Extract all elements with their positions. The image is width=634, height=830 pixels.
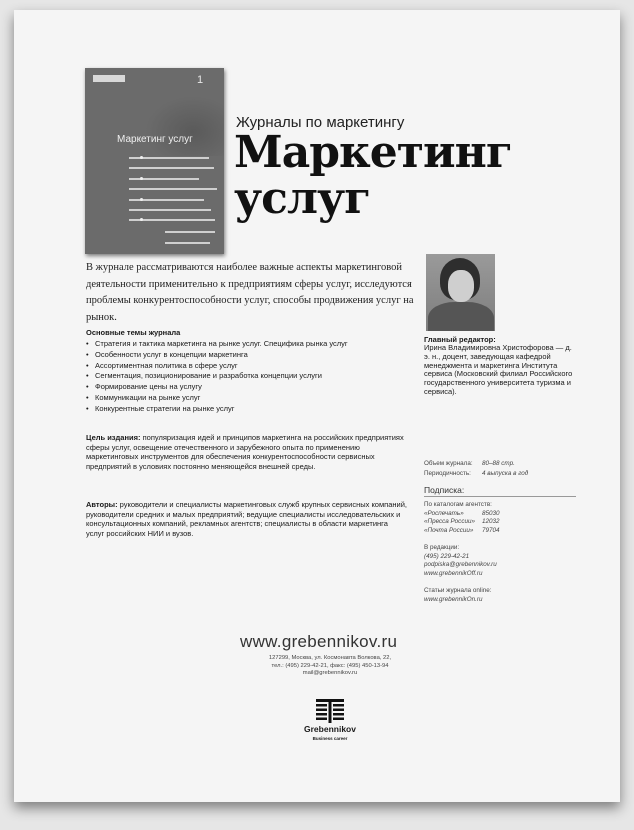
cover-bullet bbox=[140, 218, 143, 221]
cover-text-line bbox=[129, 209, 211, 211]
agency-code: 85030 bbox=[482, 509, 500, 517]
office-site-link[interactable]: www.grebennikOff.ru bbox=[424, 569, 483, 577]
journal-title-line2: услуг bbox=[234, 173, 371, 224]
phones: тел.: (495) 229-42-21, факс: (495) 450-13-94 bbox=[271, 662, 389, 669]
cover-title: Маркетинг услуг bbox=[117, 134, 193, 145]
cover-issue-number: 1 bbox=[197, 74, 204, 86]
subscription-heading: Подписка: bbox=[424, 485, 465, 495]
cover-text-line bbox=[165, 242, 210, 244]
themes-heading: Основные темы журнала bbox=[86, 328, 181, 337]
goal-text: популяризация идей и принципов маркетинга на российских предприятиях сферы услуг, освещение отечественного и зарубежного опыта по применению маркетинговых инструментов для обеспечения конкурентоспособности сервисных предприятий в условиях постоянно меняющейся внешней среды. bbox=[86, 433, 404, 471]
list-item: • Формирование цены на услугу bbox=[86, 382, 348, 393]
office-email-link[interactable]: podpiska@grebennikov.ru bbox=[424, 561, 497, 568]
agency-row bbox=[424, 518, 576, 527]
cover-logo bbox=[93, 75, 125, 82]
journal-cover-image bbox=[85, 68, 224, 254]
email: mail@grebennikov.ru bbox=[302, 670, 358, 676]
editor-bio: Ирина Владимировна Христофорова — д. э. н., доцент, заведующая кафедрой менеджмента и маркетинга Института сервиса (Московский филиал Российского государственного университета туризма и сервиса). bbox=[424, 343, 573, 396]
period-row bbox=[424, 470, 528, 477]
series-kicker: Журналы по маркетингу bbox=[236, 114, 405, 131]
divider bbox=[424, 496, 576, 497]
authors-label: Авторы: bbox=[86, 500, 118, 509]
agency-name: «Роспечать» bbox=[424, 509, 464, 517]
intro-paragraph: В журнале рассматриваются наиболее важные аспекты маркетинговой деятельности применительно к предприятиям сферы услуг, исследуются проблемы конкурентоспособности услуг, способы продвижения услуг на рынок. bbox=[86, 262, 414, 323]
period-label: Периодичность: bbox=[424, 470, 471, 477]
goal-label: Цель издания: bbox=[86, 433, 141, 442]
journal-title bbox=[234, 127, 512, 224]
list-item: • Ассортиментная политика в сфере услуг bbox=[86, 361, 348, 372]
website-link[interactable]: www.grebennikov.ru bbox=[240, 632, 398, 651]
authors-text: руководители и специалисты маркетинговых служб крупных сервисных компаний, руководители средних и малых предприятий; ведущие специалисты исследовательских и консультационных компаний, рекламных агентств; специалисты в области маркетинга услуг российских НИИ и вузов. bbox=[86, 500, 407, 538]
cover-bullet bbox=[140, 156, 143, 159]
contact-block bbox=[214, 655, 446, 678]
catalog-label: По каталогам агентств: bbox=[424, 501, 492, 508]
agency-row bbox=[424, 510, 576, 519]
online-label: Статьи журнала online: bbox=[424, 587, 492, 594]
grebennikov-logo-icon bbox=[316, 699, 344, 723]
cover-photo bbox=[145, 96, 224, 156]
brand-tagline: Business career bbox=[312, 736, 348, 741]
editor-photo bbox=[426, 254, 495, 331]
brochure-page bbox=[14, 10, 620, 802]
agency-name: «Пресса России» bbox=[424, 518, 475, 525]
authors-paragraph bbox=[86, 500, 408, 538]
list-item: • Коммуникации на рынке услуг bbox=[86, 393, 348, 404]
volume-row bbox=[424, 460, 515, 467]
office-label: В редакции: bbox=[424, 544, 460, 551]
agency-name: «Почта России» bbox=[424, 526, 474, 534]
brand-name: Grebennikov bbox=[304, 724, 356, 734]
journal-title-line1: Маркетинг bbox=[234, 127, 512, 178]
address: 127299, Москва, ул. Космонавта Волкова, 22, bbox=[268, 655, 392, 661]
agency-row bbox=[424, 527, 576, 536]
office-phone: (495) 229-42-21 bbox=[424, 552, 470, 560]
cover-bullet bbox=[140, 198, 143, 201]
period-value: 4 выпуска в год bbox=[482, 470, 529, 477]
subscription-block bbox=[424, 501, 576, 604]
online-site-link[interactable]: www.grebennikOn.ru bbox=[424, 595, 483, 603]
list-item: • Стратегия и тактика маркетинга на рынке услуг. Специфика рынка услуг bbox=[86, 339, 348, 350]
goal-paragraph bbox=[86, 433, 408, 471]
agency-code: 12032 bbox=[482, 518, 500, 525]
themes-list bbox=[86, 339, 348, 415]
list-item: • Особенности услуг в концепции маркетинга bbox=[86, 350, 348, 361]
cover-bullet bbox=[140, 177, 143, 180]
cover-text-line bbox=[165, 231, 215, 233]
cover-text-line bbox=[129, 167, 214, 169]
cover-text-line bbox=[129, 188, 217, 190]
volume-label: Объем журнала: bbox=[424, 460, 473, 467]
volume-value: 80–88 стр. bbox=[482, 460, 515, 467]
list-item: • Сегментация, позиционирование и разработка концепции услуги bbox=[86, 371, 348, 382]
editor-heading: Главный редактор: bbox=[424, 335, 496, 344]
agency-code: 79704 bbox=[482, 526, 500, 534]
list-item: • Конкурентные стратегии на рынке услуг bbox=[86, 404, 348, 415]
